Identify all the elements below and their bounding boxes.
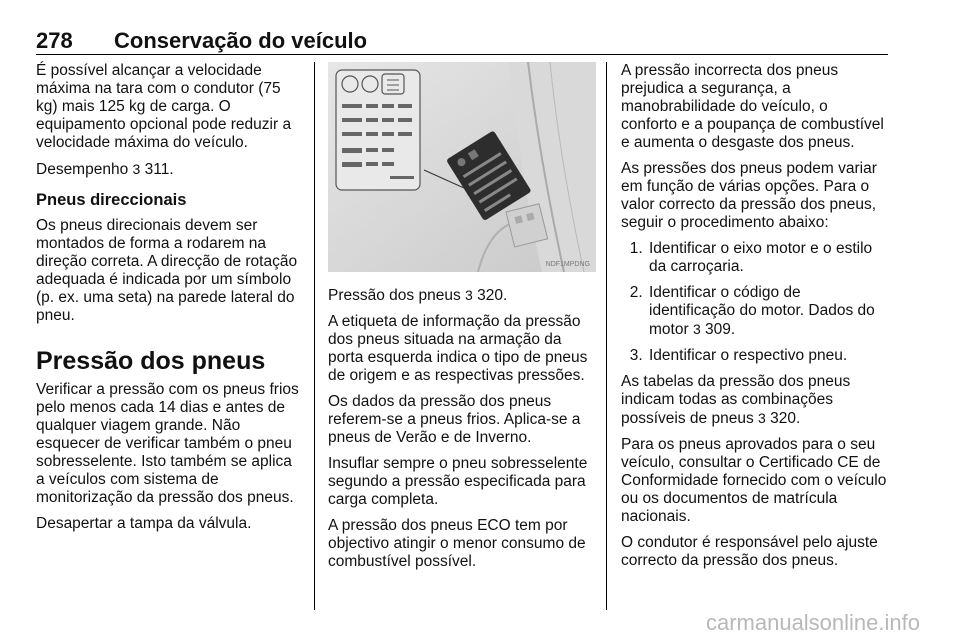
column-divider [606, 62, 607, 610]
tire-pressure-label-figure [328, 62, 596, 272]
paragraph: Para os pneus aprovados para o seu veículo, consultar o Certificado CE de Conformidade fornecido com o veículo ou os documentos de matrícula nacionais. [621, 436, 887, 525]
subheading-direcionais: Pneus direccionais [36, 191, 187, 209]
page-reference[interactable]: 309. [705, 321, 736, 338]
column-divider [314, 62, 315, 610]
list-item: 2. Identificar o código de identificação do motor. Dados do motor 3 309. [647, 284, 888, 339]
tire-label-illustration-icon [328, 62, 596, 272]
paragraph: As pressões dos pneus podem variar em função de várias opções. Para o valor correcto da pressão dos pneus, seguir o procedimento abaixo: [621, 160, 877, 231]
list-item: 3. Identificar o respectivo pneu. [647, 347, 888, 365]
paragraph: Desapertar a tampa da válvula. [36, 515, 252, 532]
page-number: 278 [36, 28, 73, 53]
watermark: carmanualsonline.info [705, 610, 920, 635]
page-reference[interactable]: 311. [144, 161, 174, 178]
page-reference[interactable]: 320. [477, 287, 508, 304]
reference-arrow-icon: 3 [132, 161, 141, 177]
heading-pressao: Pressão dos pneus [36, 347, 266, 375]
paragraph: As tabelas da pressão dos pneus indicam todas as combinações possíveis de pneus 3 320. [621, 373, 851, 427]
paragraph: A pressão dos pneus ECO tem por objectivo atingir o menor consumo de combustível possível. [328, 517, 586, 570]
paragraph: Os dados da pressão dos pneus referem-se a pneus frios. Aplica-se a pneus de Verão e de Inverno. [328, 393, 581, 446]
column-3 [621, 62, 888, 578]
reference-arrow-icon: 3 [758, 410, 766, 426]
paragraph: A etiqueta de informação da pressão dos pneus situada na armação da porta esquerda indica o tipo de pneus de origem e as respectivas pressões. [328, 313, 588, 384]
column-2 [328, 62, 596, 579]
column-1 [36, 62, 304, 541]
paragraph: Insuflar sempre o pneu sobresselente segundo a pressão especificada para carga completa. [328, 455, 588, 508]
list-item: 1. Identificar o eixo motor e o estilo da carroçaria. [647, 240, 888, 276]
paragraph: A pressão incorrecta dos pneus prejudica a segurança, a manobrabilidade do veículo, o conforto e a poupança de combustível e aumenta o desgaste dos pneus. [621, 62, 884, 151]
page-header [36, 28, 888, 54]
paragraph: O condutor é responsável pelo ajuste correcto da pressão dos pneus. [621, 534, 878, 569]
paragraph: Desempenho 3 311. [36, 161, 174, 178]
figure-code: NDF1MPDNG [545, 261, 590, 268]
section-title: Conservação do veículo [114, 28, 368, 53]
page-reference[interactable]: 320. [770, 410, 801, 427]
paragraph: Pressão dos pneus 3 320. [328, 287, 508, 304]
reference-arrow-icon: 3 [692, 321, 701, 337]
reference-arrow-icon: 3 [465, 287, 473, 303]
header-rule [36, 54, 888, 55]
procedure-list [621, 240, 888, 365]
paragraph: Verificar a pressão com os pneus frios pelo menos cada 14 dias e antes de qualquer viagem grande. Não esquecer de verificar também o pneu sobresselente. Isto também se aplica a veículos com sistema de monitorização da pressão dos pneus. [36, 381, 299, 506]
paragraph: Os pneus direcionais devem ser montados de forma a rodarem na direção correta. A direcção de rotação adequada é indicada por um símbolo (p. ex. uma seta) na parede lateral do pneu. [36, 217, 298, 324]
paragraph: É possível alcançar a velocidade máxima na tara com o condutor (75 kg) mais 125 kg de carga. O equipamento opcional pode reduzir a velocidade máxima do veículo. [36, 62, 292, 151]
